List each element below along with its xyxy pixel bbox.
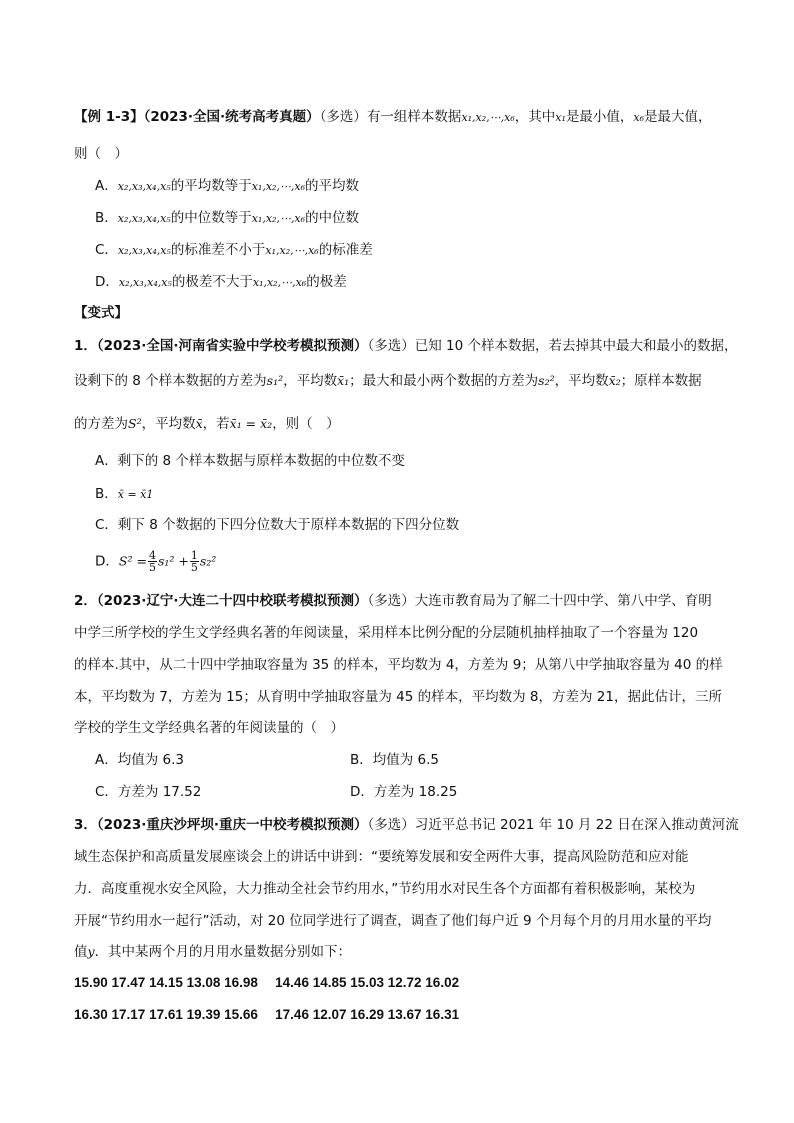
fraction-1-5 xyxy=(190,550,199,573)
q2-option-b: B．均值为 6.5 xyxy=(350,752,440,768)
q1-s2-squared: s₂² xyxy=(538,373,555,388)
q1-option-d-mid: s₁² + xyxy=(157,553,189,569)
q2-line5: 学校的学生文学经典名著的年阅读量的（ ） xyxy=(74,720,344,736)
option-seq: x₂,x₃,x₄,x₅ xyxy=(117,212,171,225)
q3-text: （多选）习近平总书记 2021 年 10 月 22 日在深入推动黄河流 xyxy=(367,817,739,833)
q1-text: ，平均数 xyxy=(283,373,338,389)
example-stem-text-d: 是最大值， xyxy=(644,109,712,125)
q3-text: 值 xyxy=(74,944,88,960)
q1-option-c: C．剩下 8 个数据的下四分位数大于原样本数据的下四分位数 xyxy=(95,517,460,533)
option-label: A． xyxy=(95,178,118,194)
example-option-c xyxy=(95,240,373,261)
q3-text: ．其中某两个月的月用水量数据分别如下： xyxy=(94,944,352,960)
q1-line2 xyxy=(74,371,702,391)
q1-s1-squared: s₁² xyxy=(266,373,284,388)
q1-text: ；最大和最小两个数据的方差为 xyxy=(349,373,539,389)
q1-text: （多选）已知 10 个样本数据，若去掉其中最大和最小的数据， xyxy=(367,338,738,354)
q2-source: （2023·辽宁·大连二十四中校联考模拟预测） xyxy=(96,593,368,609)
q1-x1-bar: x̄₁ xyxy=(337,373,350,388)
q1-text: ，若 xyxy=(202,416,230,432)
q2-option-c: C．方差为 17.52 xyxy=(95,784,202,800)
example-option-a xyxy=(95,176,359,197)
option-text: 的标准差不小于 xyxy=(170,242,266,258)
q1-x-bar: x̄ xyxy=(195,416,203,431)
option-end: 的中位数 xyxy=(305,210,360,226)
q1-x2-bar: x̄₂ xyxy=(608,373,621,388)
option-label: B． xyxy=(95,486,118,502)
q1-text: ，平均数 xyxy=(554,373,609,389)
option-text: 的中位数等于 xyxy=(170,210,252,226)
q1-text: ，平均数 xyxy=(141,416,196,432)
option-end: 的平均数 xyxy=(305,178,360,194)
option-seq2: x₁,x₂,⋯,x₆ xyxy=(251,180,306,193)
example-stem-text-b: ，其中 xyxy=(514,109,556,125)
q3-line4: 开展“节约用水一起行”活动，对 20 位同学进行了调查，调查了他们每户近 9 个月每个月的月用水量的平均 xyxy=(74,913,712,929)
option-end: 的极差 xyxy=(306,274,347,290)
example-max-var: x₆ xyxy=(633,111,645,124)
q2-line3: 的样本.其中，从二十四中学抽取容量为 35 的样本，平均数为 4，方差为 9；从第八中学抽取容量为 40 的样 xyxy=(74,657,723,673)
q2-option-a: A．均值为 6.3 xyxy=(95,752,184,768)
option-end: 的标准差 xyxy=(318,242,373,258)
q3-y-var: y xyxy=(87,944,95,959)
q1-text: 的方差为 xyxy=(74,416,128,432)
fraction-numerator: 4 xyxy=(148,549,156,562)
option-label: C． xyxy=(95,242,118,258)
fraction-4-5 xyxy=(148,550,157,573)
example-tag: 【例 1-3】 xyxy=(74,109,144,125)
example-stem-line2: 则（ ） xyxy=(74,146,128,162)
fraction-denominator: 5 xyxy=(148,561,156,574)
q2-text: （多选）大连市教育局为了解二十四中学、第八中学、育明 xyxy=(367,593,712,609)
q1-text: ；原样本数据 xyxy=(620,373,702,389)
option-seq2: x₁,x₂,⋯,x₆ xyxy=(251,212,306,225)
q1-line1 xyxy=(74,336,738,356)
q1-source: （2023·全国·河南省实验中学校考模拟预测） xyxy=(96,338,368,354)
example-stem-line1 xyxy=(74,107,712,128)
q3-line1 xyxy=(74,815,739,835)
q3-source: （2023·重庆沙坪坝·重庆一中校考模拟预测） xyxy=(96,817,368,833)
q1-option-d-end: s₂² xyxy=(199,553,217,569)
option-text: 的平均数等于 xyxy=(170,178,252,194)
q2-number: 2． xyxy=(74,593,97,609)
fraction-numerator: 1 xyxy=(190,549,198,562)
q1-S-squared: S² xyxy=(128,416,142,431)
option-label: D． xyxy=(95,553,119,570)
q2-option-d: D．方差为 18.25 xyxy=(350,784,458,800)
option-seq2: x₁,x₂,⋯,x₆ xyxy=(265,244,319,257)
example-option-b xyxy=(95,208,359,229)
option-label: B． xyxy=(95,210,118,226)
variant-heading: 【变式】 xyxy=(74,305,128,321)
q1-option-a: A．剩下的 8 个样本数据与原样本数据的中位数不变 xyxy=(95,453,405,469)
example-stem-text-c: 是最小值， xyxy=(565,109,634,125)
q1-text: ，则（ ） xyxy=(272,416,340,432)
option-text: 的极差不大于 xyxy=(171,274,253,290)
example-sequence: x₁,x₂,⋯,x₆ xyxy=(461,111,515,124)
q3-line2: 域生态保护和高质量发展座谈会上的讲话中讲到：“要统筹发展和安全两件大事，提高风险防范和应对能 xyxy=(74,849,689,865)
option-label: D． xyxy=(95,274,119,290)
q1-option-d xyxy=(95,550,216,573)
q1-line3 xyxy=(74,414,340,434)
option-seq2: x₁,x₂,⋯,x₆ xyxy=(252,276,307,289)
q2-line1 xyxy=(74,591,712,611)
q3-data-row2: 16.30 17.17 17.61 19.39 15.66 17.46 12.07 16.29 13.67 16.31 xyxy=(74,1007,460,1022)
q3-data-row1: 15.90 17.47 14.15 13.08 16.98 14.46 14.85 15.03 12.72 16.02 xyxy=(74,975,460,990)
q1-option-b-math: x̄ = x̄1 xyxy=(117,488,154,501)
example-type: （多选） xyxy=(319,109,367,125)
q1-condition: x̄₁ = x̄₂ xyxy=(229,416,273,431)
option-seq: x₂,x₃,x₄,x₅ xyxy=(117,180,171,193)
q3-line5 xyxy=(74,942,351,962)
q2-line2: 中学三所学校的学生文学经典名著的年阅读量，采用样本比例分配的分层随机抽样抽取了一个容量为 120 xyxy=(74,625,699,641)
fraction-denominator: 5 xyxy=(190,561,198,574)
example-option-d xyxy=(95,272,347,293)
q1-option-d-lhs: S² = xyxy=(118,553,147,569)
q1-text: 设剩下的 8 个样本数据的方差为 xyxy=(74,373,267,389)
option-seq: x₂,x₃,x₄,x₅ xyxy=(117,244,171,257)
example-stem-text: 有一组样本数据 xyxy=(366,109,462,125)
q3-line3: 力．高度重视水安全风险，大力推动全社会节约用水，”节约用水对民生各个方面都有着积极影响，某校为 xyxy=(74,881,696,897)
q3-number: 3． xyxy=(74,817,97,833)
q1-option-b xyxy=(95,484,153,505)
q2-line4: 本，平均数为 7，方差为 15；从育明中学抽取容量为 45 的样本，平均数为 8，方差为 21，据此估计，三所 xyxy=(74,689,722,705)
option-seq: x₂,x₃,x₄,x₅ xyxy=(118,276,172,289)
q1-number: 1． xyxy=(74,338,97,354)
example-min-var: x₁ xyxy=(555,111,566,124)
example-source: （2023·全国·统考高考真题） xyxy=(143,109,320,125)
